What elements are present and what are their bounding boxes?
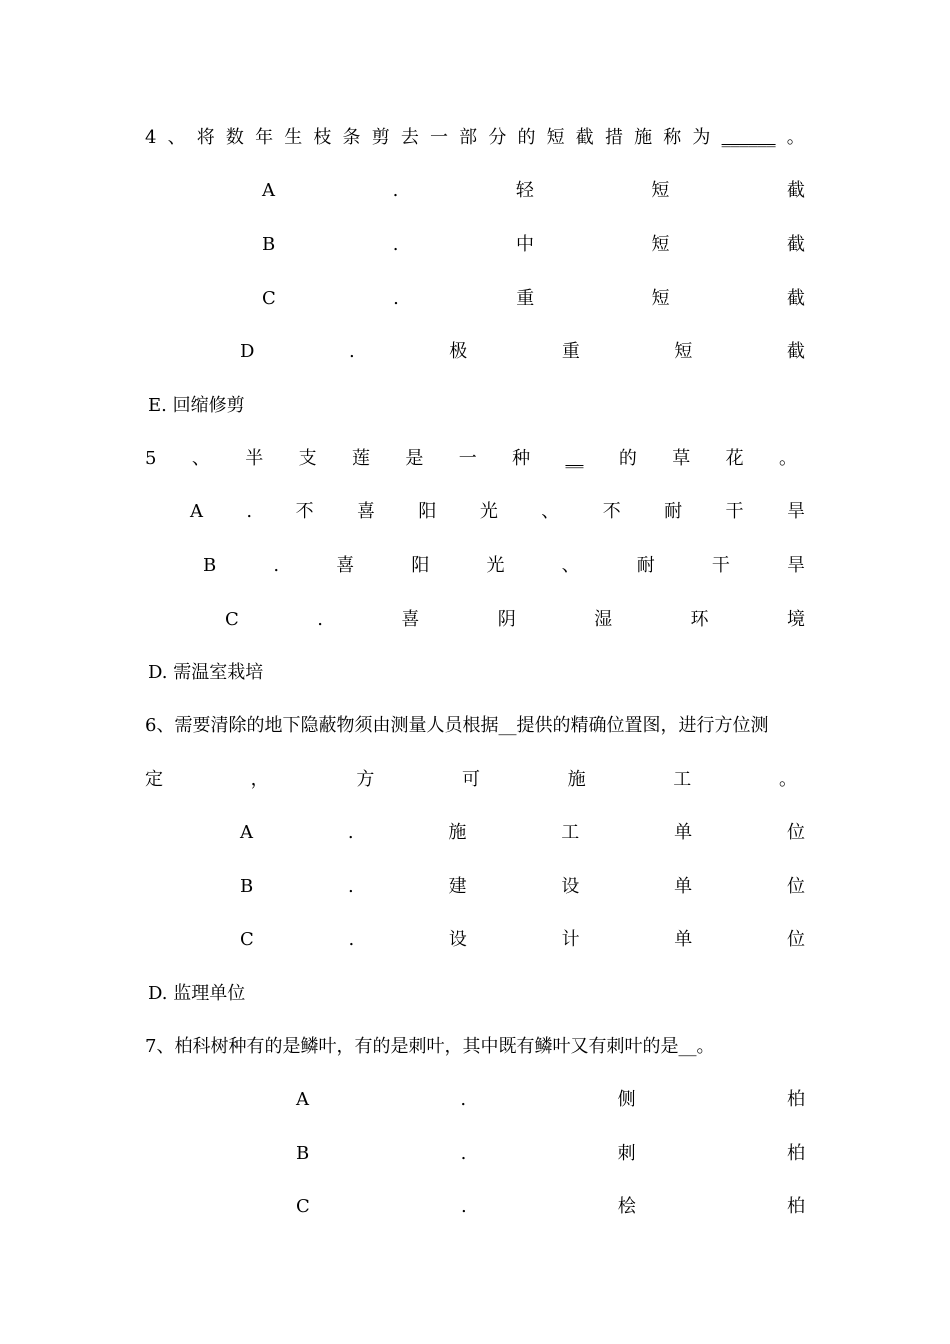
text-token: 喜	[401, 609, 420, 630]
text-token: 极	[449, 341, 468, 362]
text-token: 单	[674, 876, 693, 897]
text-token: 施	[567, 769, 586, 790]
text-token: 莲	[351, 448, 370, 469]
q6-option-b	[240, 872, 805, 902]
text-token: 旱	[786, 555, 805, 576]
text-token: A	[190, 501, 203, 522]
text-token: C	[262, 288, 276, 309]
text-token: 旱	[786, 501, 805, 522]
text-token: 光	[486, 555, 505, 576]
text-token: 截	[575, 127, 594, 148]
text-token: 工	[561, 822, 580, 843]
text-token: B	[203, 555, 217, 576]
q4-option-d	[240, 337, 805, 367]
q5-option-b	[203, 551, 805, 581]
text-token: .	[349, 341, 355, 362]
text-token: 4	[145, 127, 157, 148]
text-token: 的	[618, 448, 637, 469]
text-token: 枝	[313, 127, 332, 148]
q6-option-d: D. 监理单位	[148, 983, 246, 1004]
text-token: .	[348, 876, 354, 897]
text-token: 的	[517, 127, 536, 148]
text-token: 位	[786, 929, 805, 950]
text-token: 设	[448, 929, 467, 950]
q6-option-c	[240, 925, 805, 955]
text-token: 短	[651, 234, 670, 255]
q5-option-a	[190, 497, 805, 527]
text-token: 干	[725, 501, 744, 522]
q6-option-a	[240, 818, 805, 848]
text-token: .	[347, 822, 354, 843]
text-token: 短	[546, 127, 565, 148]
text-token: C	[225, 609, 239, 630]
q4-stem	[145, 123, 805, 153]
text-token: 柏	[786, 1196, 805, 1217]
text-token: 重	[516, 288, 535, 309]
q5-stem	[145, 444, 797, 474]
text-token: 耐	[636, 555, 655, 576]
text-token: 数	[225, 127, 244, 148]
text-token: 重	[561, 341, 580, 362]
text-token: 短	[674, 341, 693, 362]
text-token: 设	[561, 876, 580, 897]
text-token: 是	[405, 448, 424, 469]
text-token: 施	[634, 127, 653, 148]
text-token: .	[393, 288, 399, 309]
text-token: 年	[255, 127, 274, 148]
text-token: 一	[458, 448, 477, 469]
text-token: 柏	[787, 1143, 805, 1164]
text-token: 建	[448, 876, 467, 897]
text-token: .	[460, 1196, 467, 1217]
text-token: 喜	[357, 501, 375, 522]
text-token: .	[460, 1089, 467, 1110]
text-token: 湿	[594, 609, 613, 630]
text-token: 去	[400, 127, 419, 148]
text-token: 阳	[411, 555, 430, 576]
text-token: 施	[448, 822, 467, 843]
text-token: .	[392, 180, 399, 201]
text-token: 种	[512, 448, 531, 469]
text-token: A	[262, 180, 275, 201]
text-token: 计	[561, 929, 580, 950]
text-token: 耐	[664, 501, 683, 522]
text-token: 方	[356, 769, 375, 790]
text-token: 、	[191, 448, 210, 469]
text-token: 位	[786, 876, 805, 897]
text-token: D	[240, 341, 255, 362]
text-token: 截	[786, 180, 805, 201]
text-token: 称	[663, 127, 682, 148]
text-token: 将	[196, 127, 215, 148]
text-token: 环	[690, 609, 709, 630]
text-token: 单	[674, 929, 693, 950]
q4-option-a	[262, 176, 805, 206]
text-token: C	[296, 1196, 310, 1217]
text-token: 不	[295, 501, 314, 522]
text-token: 剪	[371, 127, 390, 148]
q7-option-c	[296, 1192, 805, 1222]
text-token: 生	[284, 127, 303, 148]
text-token: 中	[515, 234, 534, 255]
text-token: 柏	[787, 1089, 805, 1110]
text-token: 喜	[336, 555, 355, 576]
text-token: B	[262, 234, 276, 255]
text-token: __	[565, 448, 584, 469]
text-token: 。	[778, 769, 797, 790]
q7-option-b	[296, 1139, 805, 1169]
text-token: 。	[786, 127, 805, 148]
text-token: 分	[488, 127, 507, 148]
text-token: 草	[672, 448, 691, 469]
text-token: .	[246, 501, 253, 522]
q6-stem-line1: 6、需要清除的地下隐蔽物须由测量人员根据__提供的精确位置图，进行方位测	[145, 715, 769, 736]
text-token: 短	[651, 288, 670, 309]
text-token: 、	[167, 127, 186, 148]
text-token: 轻	[515, 180, 534, 201]
text-token: 。	[778, 448, 797, 469]
q7-stem: 7、柏科树种有的是鳞叶，有的是刺叶，其中既有鳞叶又有刺叶的是__。	[145, 1036, 715, 1057]
text-token: B	[240, 876, 254, 897]
q4-option-c	[262, 284, 805, 314]
text-token: C	[240, 929, 254, 950]
text-token: 条	[342, 127, 361, 148]
text-token: 截	[786, 234, 805, 255]
text-token: 单	[674, 822, 693, 843]
q7-option-a	[296, 1085, 805, 1115]
text-token: B	[296, 1143, 310, 1164]
text-token: 5	[145, 448, 157, 469]
text-token: 阳	[418, 501, 437, 522]
text-token: 桧	[617, 1196, 636, 1217]
text-token: 截	[786, 341, 805, 362]
text-token: 花	[725, 448, 744, 469]
text-token: A	[240, 822, 253, 843]
text-token: 侧	[617, 1089, 636, 1110]
text-token: A	[296, 1089, 309, 1110]
text-token: .	[317, 609, 323, 630]
text-token: 境	[786, 609, 805, 630]
text-token: 、	[561, 555, 580, 576]
q4-option-b	[262, 230, 805, 260]
text-token: .	[348, 929, 355, 950]
text-token: 、	[541, 501, 560, 522]
q6-stem-line2	[145, 765, 797, 795]
text-token: 位	[786, 822, 805, 843]
text-token: 截	[786, 288, 805, 309]
text-token: 半	[245, 448, 264, 469]
text-token: 干	[711, 555, 730, 576]
text-token: .	[273, 555, 280, 576]
text-token: 措	[604, 127, 623, 148]
text-token: ______	[721, 127, 776, 148]
text-token: 不	[602, 501, 621, 522]
text-token: 光	[479, 501, 498, 522]
text-token: 为	[692, 127, 711, 148]
text-token: .	[392, 234, 399, 255]
text-token: 刺	[617, 1143, 636, 1164]
text-token: 阴	[497, 609, 516, 630]
text-token: .	[460, 1143, 467, 1164]
text-token: ，	[250, 769, 269, 790]
text-token: 支	[298, 448, 317, 469]
text-token: 短	[651, 180, 670, 201]
q5-option-d: D. 需温室栽培	[148, 662, 264, 683]
text-token: 可	[461, 769, 480, 790]
text-token: 一	[430, 127, 449, 148]
text-token: 工	[673, 769, 692, 790]
text-token: 定	[145, 769, 163, 790]
text-token: 部	[459, 127, 478, 148]
q4-option-e: E. 回缩修剪	[148, 395, 245, 416]
q5-option-c	[225, 605, 805, 635]
